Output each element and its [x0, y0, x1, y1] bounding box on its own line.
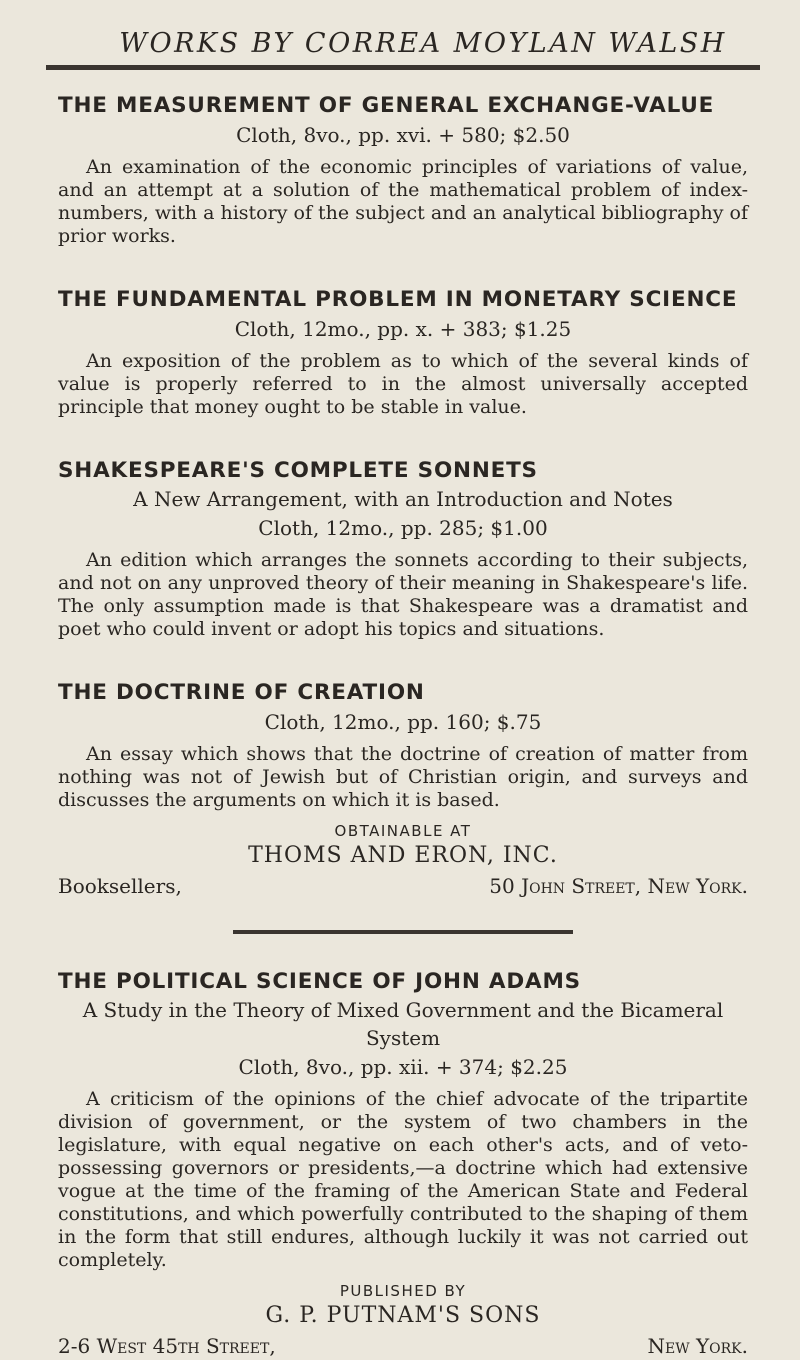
publisher-address: 2-6 West 45th Street,	[58, 1334, 276, 1358]
book-description: An edition which arranges the sonnets according to their subjects, and not on any unproved theory of their meaning in Shakespeare's life. The only assumption made is that Shakespeare was a dramatist and poet who could invent or adopt his topics and situations.	[58, 549, 748, 640]
book-subtitle: A Study in the Theory of Mixed Government and the Bicameral System	[82, 998, 724, 1050]
book-description: An examination of the economic principles of variations of value, and an attempt at a solution of the mathematical problem of index-numbers, with a history of the subject and an analytical bibliography of prior works.	[58, 156, 748, 247]
book-binding: Cloth, 8vo., pp. xvi. + 580; $2.50	[236, 123, 570, 147]
book-binding: Cloth, 12mo., pp. 160; $.75	[264, 710, 542, 734]
book-description: An exposition of the problem as to which of the several kinds of value is properly referred to in the almost universally accepted principle that money ought to be stable in value.	[58, 350, 748, 418]
page-header: WORKS BY CORREA MOYLAN WALSH	[119, 28, 727, 59]
book-subtitle: A New Arrangement, with an Introduction and Notes	[133, 487, 673, 511]
publisher-name: THOMS AND ERON, INC.	[248, 843, 558, 868]
page	[58, 28, 748, 1360]
book-description: An essay which shows that the doctrine of creation of matter from nothing was not of Jewish but of Christian origin, and surveys and discusses the arguments on which it is based.	[58, 743, 748, 811]
top-rule	[46, 65, 760, 70]
publisher-address-row	[58, 1332, 748, 1360]
book-entry	[58, 968, 748, 1272]
publisher-name: G. P. PUTNAM'S SONS	[265, 1303, 541, 1328]
book-binding: Cloth, 12mo., pp. 285; $1.00	[258, 516, 548, 540]
book-entry	[58, 92, 748, 248]
book-title: THE MEASUREMENT OF GENERAL EXCHANGE-VALUE	[58, 93, 715, 118]
publisher-label: PUBLISHED BY	[339, 1282, 467, 1300]
publisher-role: Booksellers,	[58, 874, 182, 898]
book-title: THE FUNDAMENTAL PROBLEM IN MONETARY SCIENCE	[58, 287, 738, 312]
publisher-label: OBTAINABLE AT	[334, 822, 472, 840]
book-entry	[58, 286, 748, 419]
book-binding: Cloth, 12mo., pp. x. + 383; $1.25	[234, 317, 572, 341]
book-title: SHAKESPEARE'S COMPLETE SONNETS	[58, 458, 538, 483]
publisher-city: New York.	[647, 1334, 748, 1358]
publisher-block	[58, 1282, 748, 1360]
publisher-address: 50 John Street, New York.	[489, 874, 748, 898]
book-binding: Cloth, 8vo., pp. xii. + 374; $2.25	[238, 1055, 568, 1079]
book-entry	[58, 679, 748, 812]
book-entry	[58, 457, 748, 641]
publisher-block	[58, 822, 748, 900]
publisher-address-row	[58, 872, 748, 900]
section-rule	[233, 930, 573, 934]
book-title: THE POLITICAL SCIENCE OF JOHN ADAMS	[58, 969, 581, 994]
book-description: A criticism of the opinions of the chief advocate of the tripartite division of government, or the system of two chambers in the legislature, with equal negative on each other's acts, and of veto-possessing governors or presidents,—a doctrine which had extensive vogue at the time of the framing of the American State and Federal constitutions, and which powerfully contributed to the shaping of them in the form that still endures, although luckily it was not carried out completely.	[58, 1088, 748, 1271]
book-title: THE DOCTRINE OF CREATION	[58, 680, 425, 705]
